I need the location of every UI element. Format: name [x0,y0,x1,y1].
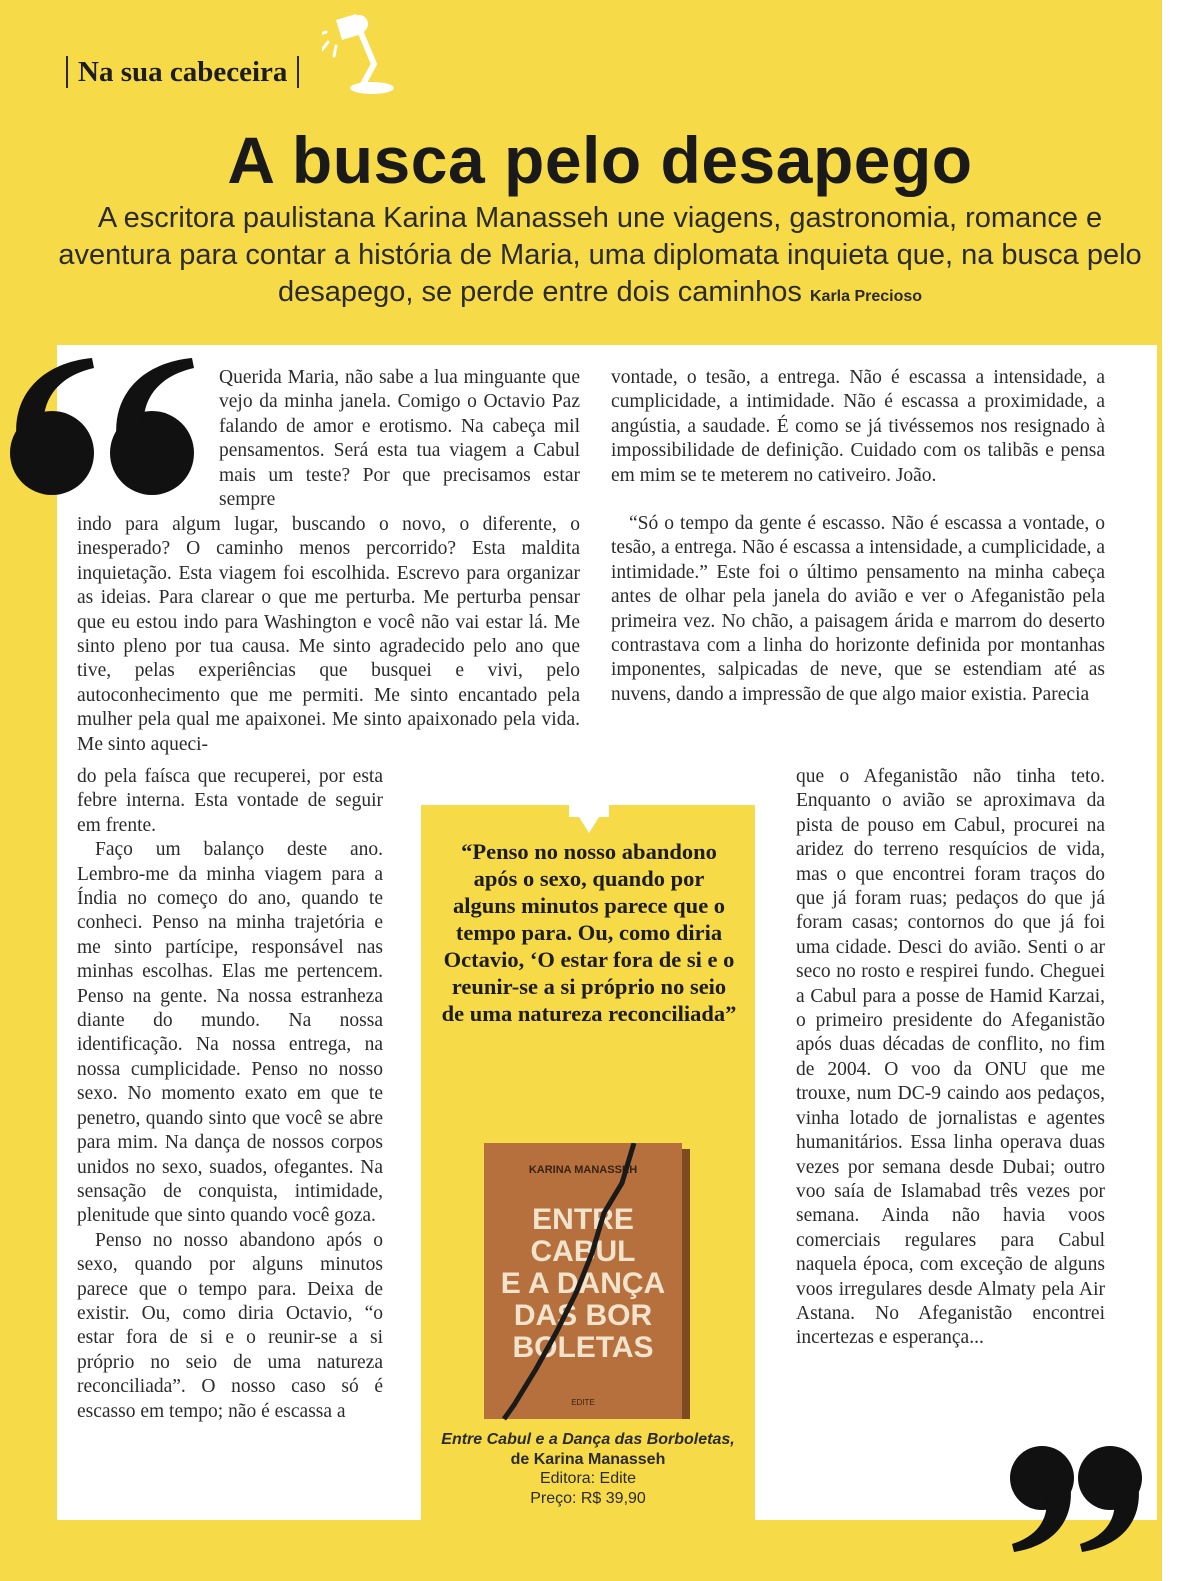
book-caption-title: Entre Cabul e a Dança das Borboletas, [441,1431,735,1448]
body-paragraph: Penso no nosso abandono após o sexo, quando por alguns minutos parece que o tempo para. Deixa de existir. Ou, como diria Octavio, “o estar fora de si e o reunir-se a si próprio no seio de uma natureza reconciliada”. O nosso caso só é escasso em tempo; não é escassa a [77,1229,383,1422]
byline: Karla Precioso [809,288,923,305]
book-cover-title-line: DAS BOR [513,1299,653,1332]
close-quote-mark-icon [1000,1442,1150,1554]
body-col2-wide [611,366,1105,707]
open-quote-mark-icon [0,338,210,498]
section-label: Na sua cabeceira [78,55,288,88]
book-cover-title-line: CABUL [530,1235,636,1268]
callout-arrow-icon [569,805,609,841]
book-cover [484,1143,694,1423]
book-cover-author: KARINA MANASSEH [528,1164,638,1176]
section-divider-right [297,56,299,88]
book-cover-title-line: BOLETAS [512,1331,654,1364]
standfirst [40,200,1160,315]
standfirst-text: A escritora paulistana Karina Manasseh une viagens, gastronomia, romance e aventura para contar a história de Maria, uma diplomata inquieta que, na busca pelo desapego, se perde entre dois caminhos [58,202,1142,308]
body-paragraph: “Só o tempo da gente é escasso. Não é escassa a vontade, o tesão, a entrega. Não é escassa a intensidade, a cumplicidade, a intimidade.” Este foi o último pensamento na minha cabeça antes de olhar pela janela do avião e ver o Afeganistão pela primeira vez. No chão, a paisagem árida e marrom do deserto contrastava com a linha do horizonte definida por montanhas imponentes, salpicadas de neve, que se estendiam até as nuvens, dando a impressão de que algo maior existia. Parecia [611,513,1105,705]
body-paragraph: do pela faísca que recuperei, por esta febre interna. Esta vontade de seguir em frente. [77,766,383,836]
body-col2-narrow [796,765,1105,1351]
book-caption [421,1430,755,1508]
desk-lamp-icon [322,12,400,96]
body-paragraph: indo para algum lugar, buscando o novo, o diferente, o inesperado? O caminho menos percorrido? Esta maldita inquietação. Esta viagem foi escolhida. Escrevo para organizar as ideias. Para clarear o que me perturba. Me perturba pensar que eu estou indo para Washington e você não vai estar lá. Me sinto pleno por tua causa. Me sinto agradecido pelo ano que tive, pelas experiências que busquei e vivi, pelo autoconhecimento que me permiti. Me sinto encantado pela mulher pela qual me apaixonei. Me sinto apaixonado pela vida. Me sinto aqueci- [77,514,580,755]
book-caption-price: Preço: R$ 39,90 [530,1489,646,1507]
body-paragraph: Faço um balanço deste ano. Lembro-me da minha viagem para a Índia no começo do ano, quando te conheci. Penso na minha trajetória e me sinto partícipe, responsável nas minhas escolhas. Elas me pertencem. Penso na gente. Na nossa estranheza diante do mundo. Na nossa identificação. Na nossa entrega, na nossa cumplicidade. Penso no nosso sexo. No momento exato em que te penetro, quando sinto que você se abre para mim. Na dança de nossos corpos unidos no sexo, suados, ofegantes. Na sensação de conquista, intimidade, plenitude que sinto quando você goza. [77,839,383,1227]
section-divider-left [66,56,68,88]
body-paragraph: que o Afeganistão não tinha teto. Enquanto o avião se aproximava da pista de pouso em Cabul, procurei na aridez do terreno resquícios de vida, mas o que encontrei foram traços do que já foram ruas; pedaços do que já foram casas; contornos do que já foi uma cidade. Desci do avião. Senti o ar seco no rosto e respirei fundo. Cheguei a Cabul para a posse de Hamid Karzai, o primeiro presidente do Afeganistão após duas décadas de conflito, no fim de 2004. O voo da ONU que me trouxe, num DC-9 caindo aos pedaços, vinha lotado de jornalistas e agentes humanitários. Essa linha operava duas vezes por semana desde Dubai; outro voo saía de Islamabad três vezes por semana. Ainda não havia voos comerciais regulares para Cabul naquela época, com exceção de alguns voos irregulares desde Almaty pela Air Astana. No Afeganistão encontrei incertezas e esperança... [796,766,1105,1349]
headline: A busca pelo desapego [227,123,973,197]
book-cover-title-line: E A DANÇA [500,1267,666,1300]
body-paragraph: vontade, o tesão, a entrega. Não é escassa a intensidade, a cumplicidade, a intimidade. Não é escassa a proximidade, a angústia, a saudade. É como se já tivéssemos nos resignado à impossibilidade de definição. Cuidado com os talibãs e pensa em mim se te meterem no cativeiro. João. [611,367,1105,486]
pull-quote: “Penso no nosso abandono após o sexo, quando por alguns minutos parece que o tempo para. Ou, como diria Octavio, ‘O estar fora de si e o reunir-se a si próprio no seio de uma natureza reconciliada” [441,839,737,1026]
book-caption-author: de Karina Manasseh [510,1450,666,1468]
page-edge-strip [1162,0,1200,1581]
book-cover-publisher: EDITE [571,1398,595,1407]
body-col1-narrow [77,765,383,1424]
paragraph-gap [611,488,1105,512]
section-tag [66,52,299,92]
body-col1-wide [77,513,580,757]
body-col1-top [219,366,580,512]
book-caption-publisher: Editora: Edite [539,1470,637,1487]
body-paragraph: Querida Maria, não sabe a lua minguante que vejo da minha janela. Comigo o Octavio Paz falando de amor e erotismo. Na cabeça mil pensamentos. Será esta tua viagem a Cabul mais um teste? Por que precisamos estar sempre [219,367,580,511]
book-cover-title-line: ENTRE [532,1203,634,1236]
